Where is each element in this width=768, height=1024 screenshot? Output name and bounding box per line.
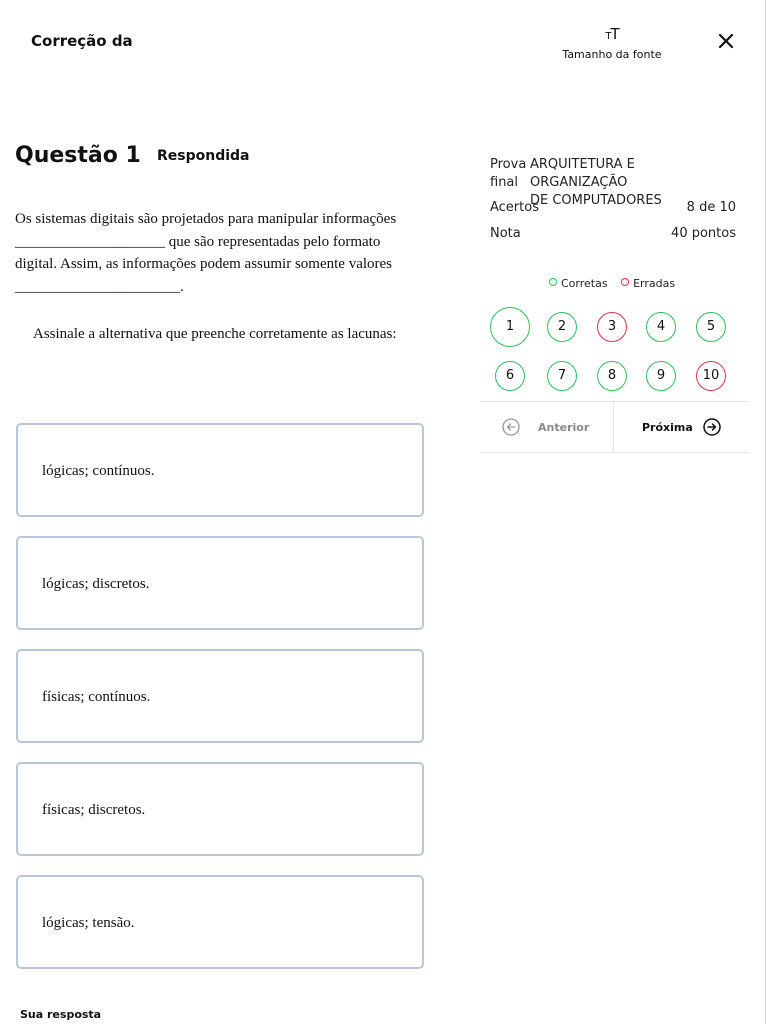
question-nav-1[interactable]: 1	[490, 307, 530, 347]
question-text-line: ______________________.	[15, 278, 184, 295]
previous-button[interactable]	[502, 402, 602, 452]
question-title: Questão 1	[15, 143, 141, 168]
exam-label-line: Prova	[490, 157, 527, 172]
question-nav-10[interactable]: 10	[696, 361, 726, 391]
right-border	[765, 0, 766, 1024]
score-label: Nota	[490, 226, 521, 241]
legend-wrong: Erradas	[633, 277, 676, 290]
question-text	[15, 208, 425, 298]
question-nav-7[interactable]: 7	[547, 361, 577, 391]
close-button[interactable]	[713, 28, 739, 54]
question-text-line: Os sistemas digitais são projetados para manipular informações	[15, 211, 397, 227]
answer-option-5[interactable]	[16, 875, 424, 969]
question-nav-5[interactable]: 5	[696, 312, 726, 342]
font-size-icon: TT	[605, 25, 619, 43]
arrow-right-circle-icon	[703, 418, 721, 436]
arrow-left-circle-icon	[502, 418, 520, 436]
exam-name-line: ARQUITETURA E ORGANIZAÇÃO	[530, 157, 635, 190]
correct-dot-icon	[549, 278, 557, 286]
page-title: Correção da	[31, 32, 133, 50]
pager-divider	[613, 402, 614, 452]
wrong-dot-icon	[621, 278, 629, 286]
your-answer-label: Sua resposta	[20, 1008, 102, 1021]
question-nav-2[interactable]: 2	[547, 312, 577, 342]
previous-label: Anterior	[538, 421, 590, 434]
legend-correct: Corretas	[561, 277, 608, 290]
exam-label-line: final	[490, 175, 519, 190]
question-text-line: digital. Assim, as informações podem assumir somente valores	[15, 256, 393, 272]
font-size-label: Tamanho da fonte	[562, 48, 662, 61]
next-button[interactable]	[642, 402, 732, 452]
legend	[549, 277, 675, 290]
question-nav-3[interactable]: 3	[597, 312, 627, 342]
question-instruction: Assinale a alternativa que preenche corretamente as lacunas:	[33, 326, 397, 342]
answer-option-label: lógicas; tensão.	[42, 915, 135, 931]
font-size-button[interactable]	[560, 26, 664, 61]
answer-option-label: físicas; contínuos.	[42, 689, 151, 705]
hits-label: Acertos	[490, 200, 539, 215]
answer-option-label: físicas; discretos.	[42, 802, 146, 818]
answer-option-label: lógicas; discretos.	[42, 576, 150, 592]
next-label: Próxima	[642, 421, 693, 434]
answer-option-4[interactable]	[16, 762, 424, 856]
top-bar	[0, 0, 768, 84]
question-nav-9[interactable]: 9	[646, 361, 676, 391]
answer-option-1[interactable]	[16, 423, 424, 517]
question-nav-4[interactable]: 4	[646, 312, 676, 342]
answer-option-label: lógicas; contínuos.	[42, 463, 155, 479]
question-nav-6[interactable]: 6	[495, 361, 525, 391]
question-nav-8[interactable]: 8	[597, 361, 627, 391]
score-value: 40 pontos	[671, 226, 736, 241]
question-text-line: ____________________ que são representadas pelo formato	[15, 233, 381, 250]
hits-value: 8 de 10	[686, 200, 736, 215]
pager	[480, 401, 748, 453]
close-icon	[713, 28, 739, 54]
exam-name-line: DE COMPUTADORES	[530, 193, 662, 208]
question-status: Respondida	[157, 148, 250, 164]
exam-label	[490, 156, 530, 192]
answer-option-3[interactable]	[16, 649, 424, 743]
answer-option-2[interactable]	[16, 536, 424, 630]
